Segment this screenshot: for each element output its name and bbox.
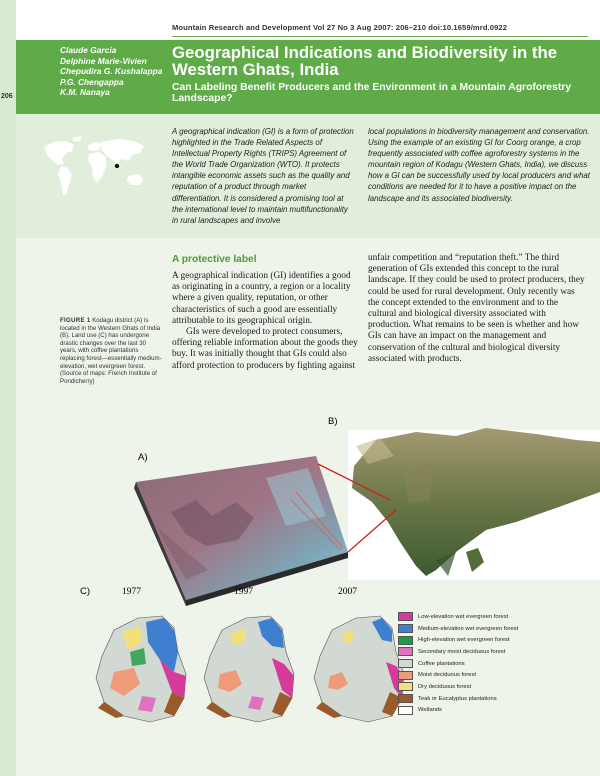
author-name: K.M. Nanaya	[60, 87, 110, 98]
legend-swatch	[398, 647, 413, 656]
paragraph: GIs were developed to protect consumers, offering reliable information about the goods they buy. It was initially thought that GIs could also afford protection to producers by fighting against	[172, 327, 358, 371]
legend-item: High-elevation wet evergreen forest	[398, 634, 588, 646]
legend-item: Dry deciduous forest	[398, 681, 588, 693]
legend-item: Moist deciduous forest	[398, 669, 588, 681]
legend-swatch	[398, 636, 413, 645]
legend-item: Teak or Eucalyptus plantations	[398, 693, 588, 705]
legend-item: Secondary moist deciduous forest	[398, 646, 588, 658]
land-use-map-1997	[204, 616, 294, 722]
figure-caption-text: Kodagu district (A) is located in the Western Ghats of India (B). Land use (C) has undergone drastic changes over the last 30 years, with coffee plantations replacing forest—essentially medium-elevation, wet evergreen forest. (Source of maps: French Institute of Pondicherry)	[60, 317, 162, 385]
legend-item: Wetlands	[398, 705, 588, 717]
legend-swatch	[398, 624, 413, 633]
india-map	[348, 428, 600, 580]
paragraph: unfair competition and “reputation theft.” The third generation of GIs extended this concept to the rural landscape. If they could be used to protect producers, they could be used for rural development. Only recently was the concept extended to the environment and to the cultural and biological diversity associated with production. What remains to be seen is whether and how GIs can have an impact on the management and conservation of the cultural and biological diversity associated with products.	[368, 253, 585, 364]
body-column-1	[172, 271, 358, 372]
article-title: Geographical Indications and Biodiversity in the Western Ghats, India	[172, 43, 558, 79]
article-subtitle: Can Labeling Benefit Producers and the Environment in a Mountain Agroforestry Landscape?	[172, 82, 572, 105]
year-label: 1997	[234, 587, 253, 597]
abstract-column-1: A geographical indication (GI) is a form of protection highlighted in the Trade Related Aspects of Intellectual Property Rights (TRIPS) Agreement of the World Trade Organization (WTO). It protects intangible economic assets such as the quality and reputation of a product through market differentiation. It is considered a promising tool at the international level to maintain multifunctionality in rural landscapes and involve	[172, 127, 354, 225]
figure-1	[16, 416, 600, 776]
figure-caption-label: FIGURE 1	[60, 317, 91, 324]
land-use-map-1977	[96, 616, 186, 722]
legend-swatch	[398, 612, 413, 621]
world-map-icon	[36, 133, 156, 205]
section-heading: A protective label	[172, 254, 257, 265]
panel-c-label: C)	[80, 586, 91, 597]
land-use-legend	[398, 611, 588, 716]
legend-swatch	[398, 706, 413, 715]
legend-item: Medium-elevation wet evergreen forest	[398, 623, 588, 635]
author-name: Claude Garcia	[60, 45, 117, 55]
legend-swatch	[398, 671, 413, 680]
legend-swatch	[398, 682, 413, 691]
journal-header-line: Mountain Research and Development Vol 27 No 3 Aug 2007: 206–210 doi:10.1659/mrd.0922	[172, 23, 508, 32]
journal-rule	[172, 36, 588, 37]
author-name: Delphine Marie-Vivien	[60, 55, 147, 66]
left-margin-band	[0, 0, 16, 776]
legend-swatch	[398, 694, 413, 703]
abstract-column-2: local populations in biodiversity management and conservation. Using the example of an existing GI for Coorg orange, a crop frequently associated with coffee agroforestry systems in the mountain region of Kodagu (Western Ghats, India), we discuss how a GI can be successfully used by local producers and what conditions are needed for it to have a positive impact on the landscape and its associated biodiversity.	[368, 127, 590, 203]
legend-item: Low-elevation wet evergreen forest	[398, 611, 588, 623]
author-name: P.G. Chengappa	[60, 76, 124, 87]
legend-item: Coffee plantations	[398, 658, 588, 670]
panel-b-label: B)	[328, 416, 338, 427]
paragraph: A geographical indication (GI) identifies a good as originating in a country, a region or a locality where a given quality, reputation, or other characteristics of such a good are essentially attributable to its geographical origin.	[172, 271, 351, 326]
land-use-map-2007	[314, 616, 404, 722]
page-number: 206	[1, 93, 13, 100]
author-list	[60, 45, 180, 98]
body-column-2	[368, 253, 588, 365]
figure-caption	[60, 317, 164, 385]
year-label: 2007	[338, 587, 357, 597]
kodagu-terrain-map	[134, 456, 348, 606]
legend-swatch	[398, 659, 413, 668]
year-label: 1977	[122, 587, 141, 597]
panel-a-label: A)	[138, 452, 148, 463]
author-name: Chepudira G. Kushalappa	[60, 66, 163, 77]
